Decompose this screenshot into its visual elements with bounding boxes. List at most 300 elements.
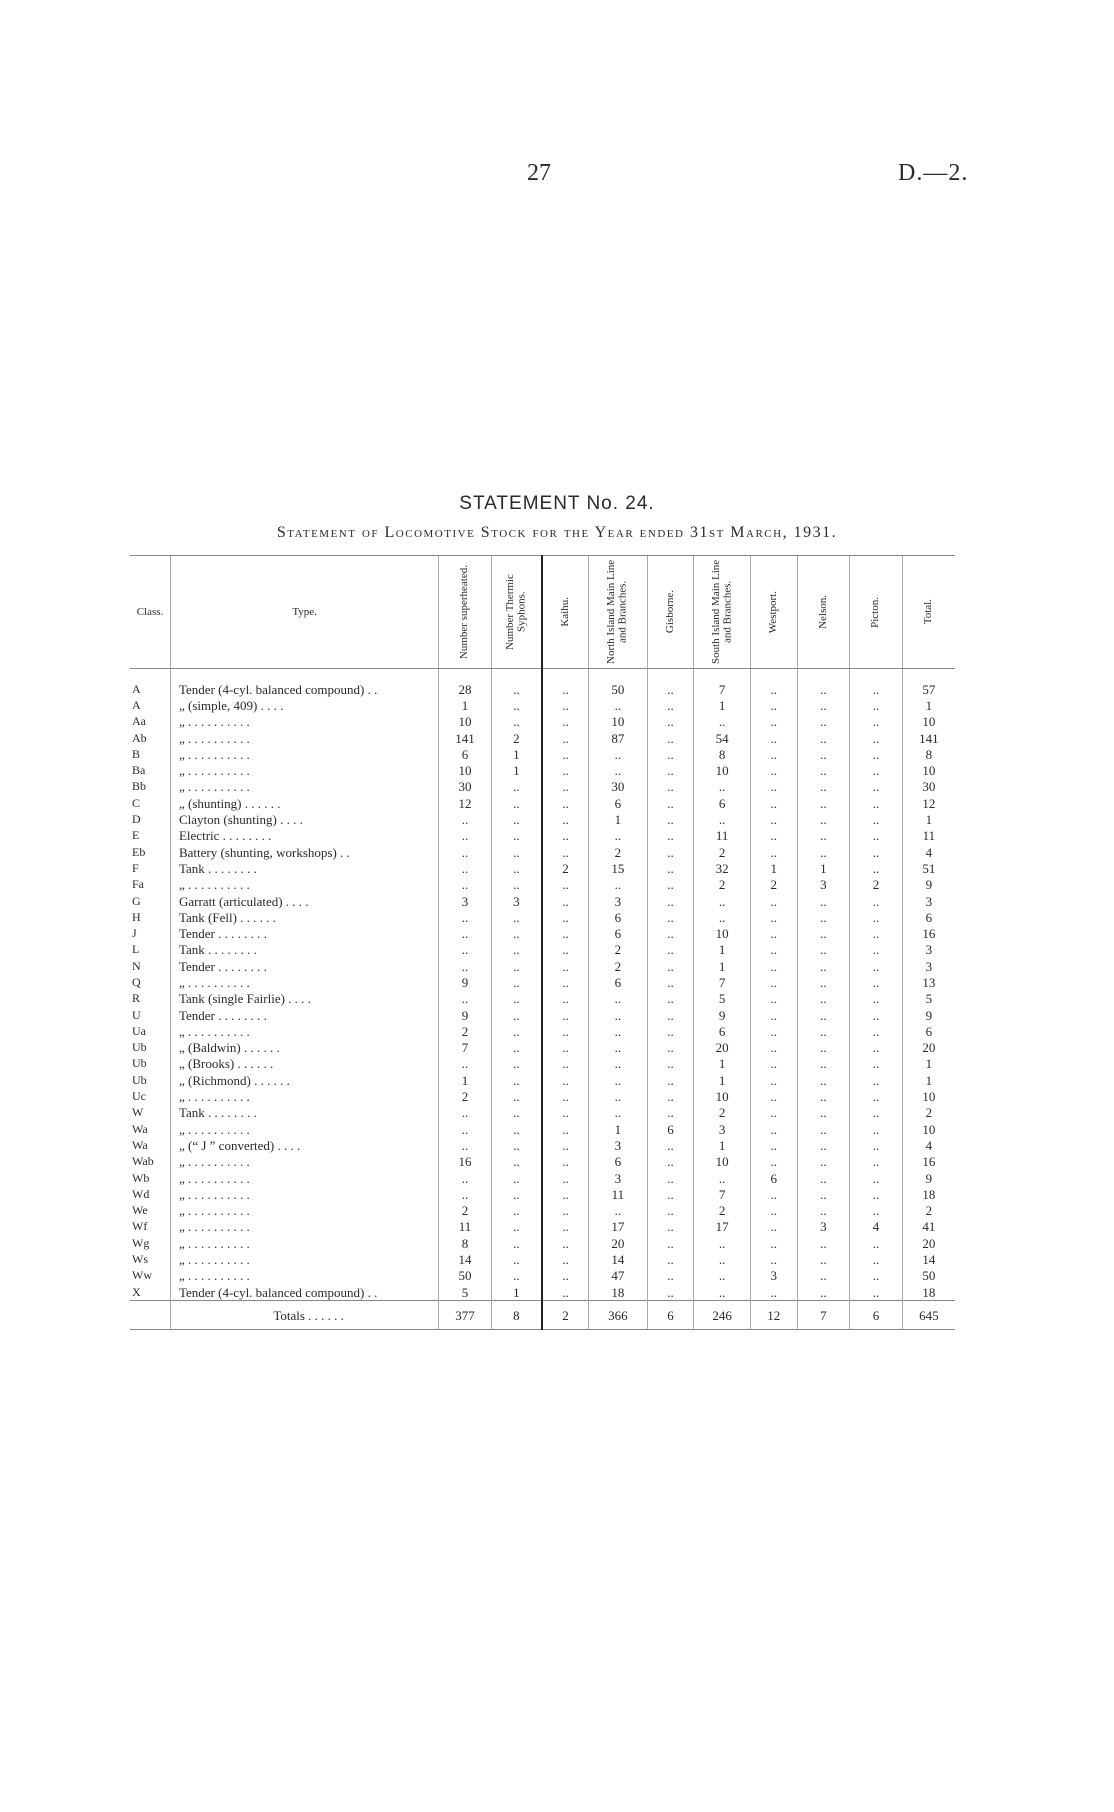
value-cell: ..	[750, 1137, 797, 1153]
table-row	[130, 893, 955, 909]
class-cell: Ws	[132, 1252, 148, 1267]
type-cell: Tender . . . . . . . .	[170, 958, 438, 974]
table-row	[130, 860, 955, 876]
value-cell: ..	[850, 1154, 903, 1170]
value-cell: ..	[589, 828, 648, 844]
value-cell: ..	[439, 877, 492, 893]
value-cell: ..	[797, 669, 850, 698]
value-cell: ..	[750, 1154, 797, 1170]
value-cell: 6	[902, 1023, 955, 1039]
value-cell: ..	[850, 795, 903, 811]
value-cell: ..	[491, 860, 542, 876]
value-cell: ..	[750, 1284, 797, 1301]
value-cell: ..	[542, 762, 589, 778]
value-cell: ..	[647, 730, 694, 746]
value-cell: ..	[542, 1268, 589, 1284]
table-row	[130, 1121, 955, 1137]
value-cell: ..	[750, 795, 797, 811]
value-cell: ..	[797, 893, 850, 909]
class-cell: E	[132, 828, 140, 843]
column-header: South Island Main Line and Branches.	[694, 556, 751, 669]
page-number: 27	[527, 160, 551, 186]
value-cell: ..	[647, 1088, 694, 1104]
class-cell: Q	[132, 974, 141, 989]
class-cell: Ab	[132, 730, 147, 745]
type-cell: Garratt (articulated) . . . .	[170, 893, 438, 909]
value-cell: ..	[647, 1023, 694, 1039]
value-cell: 50	[589, 669, 648, 698]
value-cell: ..	[750, 811, 797, 827]
value-cell: ..	[439, 1186, 492, 1202]
value-cell: 41	[902, 1219, 955, 1235]
value-cell: ..	[542, 1186, 589, 1202]
class-cell: Aa	[132, 714, 146, 729]
value-cell: ..	[439, 1137, 492, 1153]
class-cell: Wa	[132, 1137, 148, 1152]
value-cell: 11	[589, 1186, 648, 1202]
table-row	[130, 942, 955, 958]
value-cell: 16	[902, 1154, 955, 1170]
value-cell: ..	[694, 1251, 751, 1267]
value-cell: ..	[647, 697, 694, 713]
value-cell: ..	[797, 828, 850, 844]
locomotive-stock-table	[130, 555, 955, 1330]
value-cell: ..	[542, 1056, 589, 1072]
value-cell: ..	[491, 909, 542, 925]
value-cell: ..	[647, 877, 694, 893]
value-cell: ..	[491, 1072, 542, 1088]
value-cell: ..	[797, 779, 850, 795]
value-cell: 7	[694, 974, 751, 990]
value-cell: 14	[439, 1251, 492, 1267]
value-cell: ..	[850, 1170, 903, 1186]
value-cell: ..	[439, 942, 492, 958]
value-cell: ..	[750, 1007, 797, 1023]
table-row	[130, 714, 955, 730]
class-cell: L	[132, 942, 140, 957]
value-cell: ..	[439, 991, 492, 1007]
value-cell: ..	[797, 1251, 850, 1267]
value-cell: ..	[647, 714, 694, 730]
class-cell: Wb	[132, 1170, 150, 1185]
table-row	[130, 1072, 955, 1088]
column-header: Class.	[130, 556, 170, 669]
value-cell: 2	[589, 942, 648, 958]
value-cell: 50	[902, 1268, 955, 1284]
value-cell: 7	[694, 669, 751, 698]
column-header: Total.	[902, 556, 955, 669]
value-cell: 1	[491, 746, 542, 762]
value-cell: ..	[850, 669, 903, 698]
column-header: Number superheated.	[439, 556, 492, 669]
value-cell: ..	[647, 1007, 694, 1023]
column-header: Picton.	[850, 556, 903, 669]
type-cell: „ . . . . . . . . . .	[170, 746, 438, 762]
type-cell: „ . . . . . . . . . .	[170, 1121, 438, 1137]
value-cell: ..	[542, 1251, 589, 1267]
value-cell: 11	[439, 1219, 492, 1235]
type-cell: „ . . . . . . . . . .	[170, 1251, 438, 1267]
value-cell: 2	[439, 1088, 492, 1104]
table-row	[130, 697, 955, 713]
value-cell: ..	[797, 1235, 850, 1251]
table-row	[130, 909, 955, 925]
type-cell: „ . . . . . . . . . .	[170, 714, 438, 730]
value-cell: ..	[589, 1056, 648, 1072]
table-row	[130, 958, 955, 974]
table-row	[130, 877, 955, 893]
class-cell: C	[132, 795, 141, 810]
value-cell: ..	[797, 1056, 850, 1072]
value-cell: 30	[439, 779, 492, 795]
value-cell: ..	[647, 844, 694, 860]
column-header: Kaihu.	[542, 556, 589, 669]
class-cell: Wf	[132, 1219, 148, 1234]
type-cell: „ (simple, 409) . . . .	[170, 697, 438, 713]
table-row	[130, 974, 955, 990]
class-cell: We	[132, 1203, 148, 1218]
value-cell: 3	[902, 893, 955, 909]
value-cell: ..	[542, 909, 589, 925]
value-cell: 28	[439, 669, 492, 698]
value-cell: 8	[439, 1235, 492, 1251]
value-cell: ..	[797, 730, 850, 746]
value-cell: 2	[694, 844, 751, 860]
value-cell: ..	[647, 974, 694, 990]
value-cell: 30	[589, 779, 648, 795]
class-cell	[130, 1301, 170, 1330]
type-cell: „ . . . . . . . . . .	[170, 877, 438, 893]
value-cell: ..	[750, 1203, 797, 1219]
value-cell: ..	[850, 746, 903, 762]
value-cell: ..	[750, 1121, 797, 1137]
value-cell: ..	[647, 1235, 694, 1251]
value-cell: 3	[491, 893, 542, 909]
value-cell: 18	[902, 1186, 955, 1202]
value-cell: ..	[647, 991, 694, 1007]
value-cell: ..	[850, 860, 903, 876]
value-cell: ..	[850, 1056, 903, 1072]
type-cell: „ (Richmond) . . . . . .	[170, 1072, 438, 1088]
value-cell: 3	[439, 893, 492, 909]
class-cell: Fa	[132, 877, 144, 892]
value-cell: ..	[491, 697, 542, 713]
value-cell: ..	[850, 844, 903, 860]
value-cell: ..	[491, 811, 542, 827]
value-cell: ..	[542, 1235, 589, 1251]
value-cell: 10	[439, 714, 492, 730]
value-cell: ..	[694, 909, 751, 925]
value-cell: ..	[491, 779, 542, 795]
value-cell: 10	[589, 714, 648, 730]
value-cell: ..	[589, 877, 648, 893]
value-cell: ..	[797, 811, 850, 827]
value-cell: ..	[491, 795, 542, 811]
table-row	[130, 991, 955, 1007]
type-cell: „ . . . . . . . . . .	[170, 1088, 438, 1104]
value-cell: 17	[589, 1219, 648, 1235]
value-cell: 141	[902, 730, 955, 746]
value-cell: 2	[694, 1105, 751, 1121]
value-cell: ..	[491, 844, 542, 860]
value-cell: 1	[750, 860, 797, 876]
value-cell: ..	[542, 779, 589, 795]
value-cell: ..	[647, 779, 694, 795]
value-cell: ..	[542, 925, 589, 941]
value-cell: 6	[750, 1170, 797, 1186]
type-cell: Tank (single Fairlie) . . . .	[170, 991, 438, 1007]
value-cell: 17	[694, 1219, 751, 1235]
value-cell: ..	[439, 1105, 492, 1121]
value-cell: ..	[694, 714, 751, 730]
value-cell: 1	[694, 697, 751, 713]
value-cell: ..	[542, 828, 589, 844]
value-cell: ..	[694, 811, 751, 827]
value-cell: ..	[850, 730, 903, 746]
value-cell: ..	[647, 942, 694, 958]
value-cell: 6	[589, 1154, 648, 1170]
table-header-row	[130, 556, 955, 669]
value-cell: ..	[542, 893, 589, 909]
column-header: Number Thermic Syphons.	[491, 556, 542, 669]
type-cell: „ . . . . . . . . . .	[170, 762, 438, 778]
value-cell: ..	[647, 1170, 694, 1186]
value-cell: ..	[750, 1040, 797, 1056]
value-cell: ..	[750, 893, 797, 909]
value-cell: 18	[902, 1284, 955, 1301]
value-cell: ..	[750, 828, 797, 844]
value-cell: ..	[647, 1056, 694, 1072]
value-cell: ..	[647, 1203, 694, 1219]
value-cell: ..	[797, 1007, 850, 1023]
table-row	[130, 762, 955, 778]
value-cell: ..	[542, 795, 589, 811]
value-cell: ..	[439, 828, 492, 844]
value-cell: ..	[589, 1007, 648, 1023]
class-cell: D	[132, 812, 141, 827]
total-cell: 2	[542, 1301, 589, 1330]
value-cell: 1	[902, 1056, 955, 1072]
value-cell: ..	[647, 1268, 694, 1284]
value-cell: 2	[694, 877, 751, 893]
total-cell: 377	[439, 1301, 492, 1330]
value-cell: ..	[589, 746, 648, 762]
type-cell: Battery (shunting, workshops) . .	[170, 844, 438, 860]
value-cell: 6	[694, 1023, 751, 1039]
value-cell: ..	[850, 1137, 903, 1153]
value-cell: ..	[647, 860, 694, 876]
value-cell: ..	[439, 811, 492, 827]
class-cell: F	[132, 860, 139, 875]
value-cell: 3	[589, 893, 648, 909]
value-cell: 4	[850, 1219, 903, 1235]
value-cell: ..	[542, 714, 589, 730]
value-cell: 9	[902, 877, 955, 893]
value-cell: ..	[589, 762, 648, 778]
value-cell: ..	[439, 844, 492, 860]
value-cell: ..	[750, 844, 797, 860]
total-cell: 7	[797, 1301, 850, 1330]
value-cell: 9	[439, 974, 492, 990]
class-cell: G	[132, 893, 141, 908]
value-cell: ..	[647, 1186, 694, 1202]
table-row	[130, 1268, 955, 1284]
value-cell: 2	[850, 877, 903, 893]
class-cell: Bb	[132, 779, 147, 794]
value-cell: 1	[694, 958, 751, 974]
value-cell: ..	[750, 1219, 797, 1235]
value-cell: ..	[750, 730, 797, 746]
value-cell: ..	[850, 1072, 903, 1088]
value-cell: ..	[491, 714, 542, 730]
value-cell: 1	[694, 1056, 751, 1072]
value-cell: 12	[902, 795, 955, 811]
table-row	[130, 1170, 955, 1186]
value-cell: 2	[902, 1105, 955, 1121]
type-cell: „ . . . . . . . . . .	[170, 1170, 438, 1186]
value-cell: 3	[589, 1170, 648, 1186]
value-cell: 11	[694, 828, 751, 844]
table-row	[130, 1186, 955, 1202]
class-cell: Ub	[132, 1040, 147, 1055]
value-cell: ..	[491, 1170, 542, 1186]
table-body	[130, 669, 955, 1330]
value-cell: ..	[542, 974, 589, 990]
class-cell: Ub	[132, 1056, 147, 1071]
value-cell: 3	[750, 1268, 797, 1284]
value-cell: ..	[491, 1040, 542, 1056]
document-reference: D.—2.	[898, 160, 969, 186]
type-cell: Tender (4-cyl. balanced compound) . .	[170, 669, 438, 698]
type-cell: Tender (4-cyl. balanced compound) . .	[170, 1284, 438, 1301]
value-cell: ..	[647, 925, 694, 941]
value-cell: 2	[589, 844, 648, 860]
value-cell: ..	[542, 877, 589, 893]
table-row	[130, 811, 955, 827]
value-cell: ..	[439, 1170, 492, 1186]
value-cell: 3	[902, 942, 955, 958]
type-cell: Tank (Fell) . . . . . .	[170, 909, 438, 925]
value-cell: ..	[542, 1170, 589, 1186]
value-cell: ..	[750, 697, 797, 713]
value-cell: 1	[797, 860, 850, 876]
table-row	[130, 1251, 955, 1267]
value-cell: ..	[850, 1203, 903, 1219]
value-cell: ..	[647, 893, 694, 909]
value-cell: 14	[589, 1251, 648, 1267]
value-cell: 2	[694, 1203, 751, 1219]
value-cell: 9	[439, 1007, 492, 1023]
class-cell: Uc	[132, 1089, 146, 1104]
value-cell: 5	[902, 991, 955, 1007]
value-cell: ..	[542, 844, 589, 860]
value-cell: ..	[797, 1088, 850, 1104]
value-cell: ..	[589, 1088, 648, 1104]
value-cell: ..	[647, 669, 694, 698]
table-row	[130, 1040, 955, 1056]
value-cell: ..	[797, 844, 850, 860]
table-row	[130, 1235, 955, 1251]
value-cell: ..	[647, 811, 694, 827]
class-cell: Wd	[132, 1186, 150, 1201]
type-cell: „ . . . . . . . . . .	[170, 974, 438, 990]
totals-row	[130, 1301, 955, 1330]
value-cell: ..	[850, 779, 903, 795]
value-cell: ..	[647, 1251, 694, 1267]
value-cell: ..	[797, 925, 850, 941]
value-cell: 1	[902, 1072, 955, 1088]
type-cell: Tank . . . . . . . .	[170, 860, 438, 876]
type-cell: Tank . . . . . . . .	[170, 1105, 438, 1121]
type-cell: „ . . . . . . . . . .	[170, 1235, 438, 1251]
value-cell: ..	[850, 811, 903, 827]
value-cell: 141	[439, 730, 492, 746]
value-cell: ..	[647, 1040, 694, 1056]
value-cell: ..	[491, 877, 542, 893]
value-cell: ..	[850, 828, 903, 844]
type-cell: „ . . . . . . . . . .	[170, 730, 438, 746]
value-cell: ..	[850, 1235, 903, 1251]
value-cell: ..	[797, 1072, 850, 1088]
table-row	[130, 1203, 955, 1219]
value-cell: ..	[542, 1007, 589, 1023]
value-cell: 54	[694, 730, 751, 746]
value-cell: 3	[797, 1219, 850, 1235]
value-cell: 16	[439, 1154, 492, 1170]
value-cell: ..	[589, 1040, 648, 1056]
class-cell: Wa	[132, 1121, 148, 1136]
table-row	[130, 1137, 955, 1153]
class-cell: A	[132, 697, 141, 712]
value-cell: ..	[542, 1284, 589, 1301]
value-cell: ..	[850, 974, 903, 990]
class-cell: Ua	[132, 1023, 146, 1038]
value-cell: ..	[491, 925, 542, 941]
value-cell: ..	[750, 942, 797, 958]
value-cell: ..	[647, 746, 694, 762]
value-cell: ..	[647, 1137, 694, 1153]
column-header: Nelson.	[797, 556, 850, 669]
value-cell: ..	[797, 1040, 850, 1056]
value-cell: ..	[491, 991, 542, 1007]
value-cell: 1	[694, 942, 751, 958]
value-cell: 2	[902, 1203, 955, 1219]
value-cell: 2	[491, 730, 542, 746]
value-cell: ..	[491, 1251, 542, 1267]
value-cell: 51	[902, 860, 955, 876]
value-cell: ..	[750, 925, 797, 941]
value-cell: 3	[694, 1121, 751, 1137]
value-cell: ..	[491, 1007, 542, 1023]
total-cell: 12	[750, 1301, 797, 1330]
value-cell: 30	[902, 779, 955, 795]
class-cell: U	[132, 1007, 141, 1022]
value-cell: ..	[589, 1105, 648, 1121]
value-cell: ..	[589, 697, 648, 713]
type-cell: „ (Brooks) . . . . . .	[170, 1056, 438, 1072]
value-cell: 8	[902, 746, 955, 762]
value-cell: 10	[694, 925, 751, 941]
value-cell: ..	[542, 991, 589, 1007]
value-cell: ..	[750, 762, 797, 778]
value-cell: 20	[902, 1040, 955, 1056]
class-cell: X	[132, 1284, 141, 1299]
value-cell: ..	[694, 893, 751, 909]
value-cell: 3	[589, 1137, 648, 1153]
value-cell: ..	[850, 1121, 903, 1137]
total-cell: 366	[589, 1301, 648, 1330]
total-cell: 246	[694, 1301, 751, 1330]
